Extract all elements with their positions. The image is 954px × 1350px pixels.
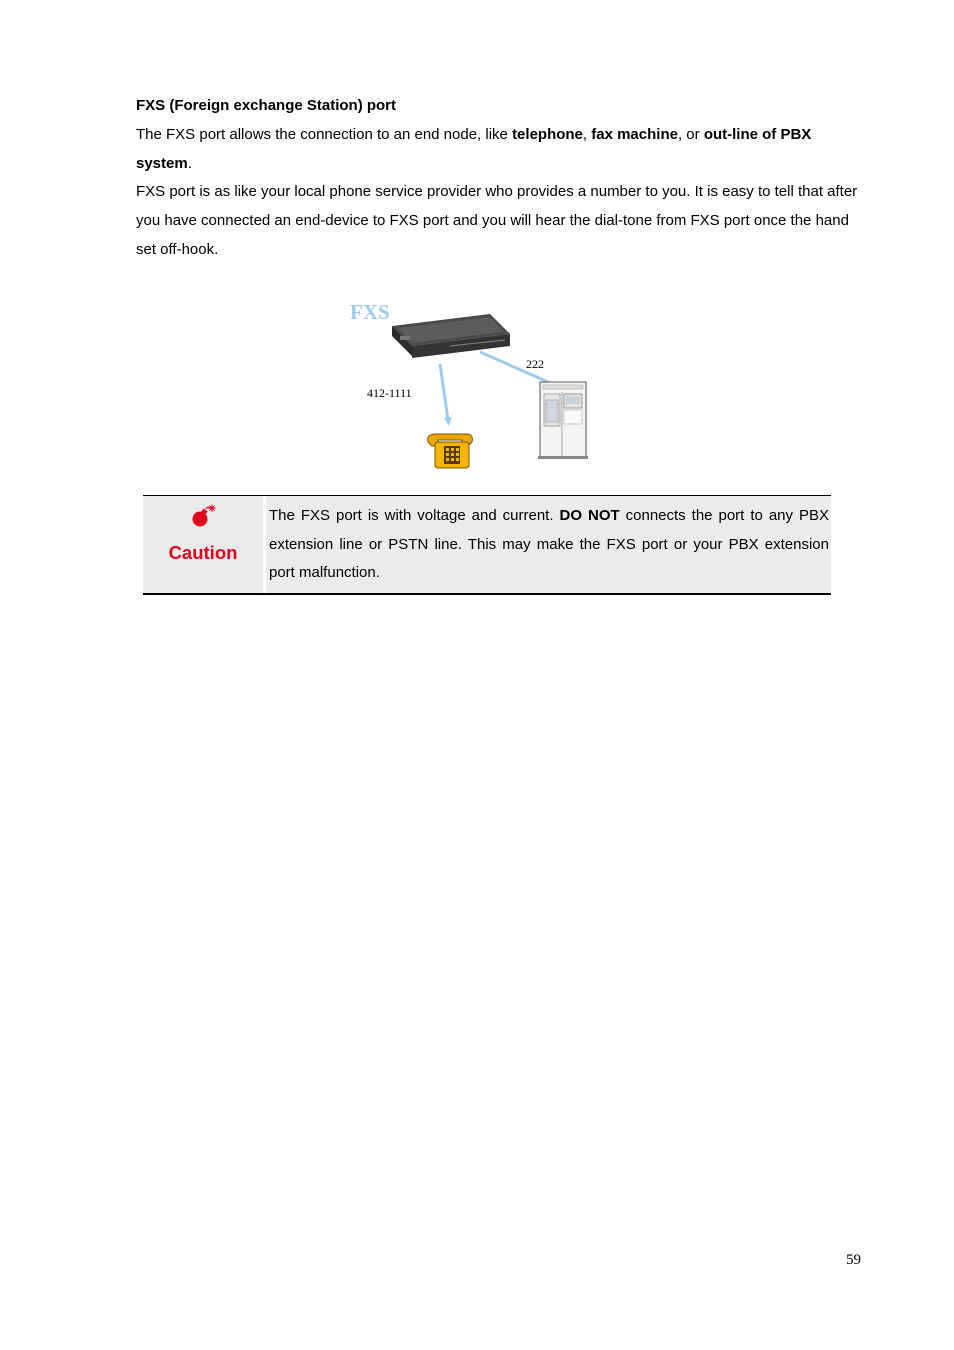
pbx-cabinet-icon [538,382,588,459]
telephone-icon [428,434,473,468]
gateway-device-icon [392,314,510,358]
text: connects the port to any PBX extension line or PSTN line. This may make the FXS port or your PBX extension port malfunction. [269,507,829,581]
caution-emphasis: DO NOT [559,507,620,524]
paragraph-fxs-dialtone: FXS port is as like your local phone service provider who provides a number to you. It is easy to tell that after you have connected an end-device to FXS port and you will hear the dial-tone from FXS port once the hand set off-hook. [136,183,858,258]
paragraph-fxs-description [136,120,866,178]
caution-box [143,495,831,595]
text: The FXS port is with voltage and current. [269,507,560,524]
text: . [187,155,192,172]
text: The FXS port allows the connection to an end node, like [136,126,513,143]
diagram-title: FXS [350,300,390,324]
caution-title: Caution [168,542,238,563]
pbx-number-label: 222 [526,357,544,371]
text: , [582,126,592,143]
text: , or [677,126,704,143]
bold-term-pbx: out-line of PBX system [136,126,812,172]
bold-term-fax: fax machine [591,126,678,143]
section-heading: FXS (Foreign exchange Station) port [136,97,397,114]
bold-term-telephone: telephone [512,126,583,143]
page-number: 59 [846,1252,861,1268]
caution-text [265,496,831,593]
bomb-icon [190,504,218,528]
caution-label-cell [143,496,263,593]
phone-number-label: 412-1111 [367,386,412,400]
fxs-diagram [340,296,610,476]
link-line-phone [440,364,448,420]
